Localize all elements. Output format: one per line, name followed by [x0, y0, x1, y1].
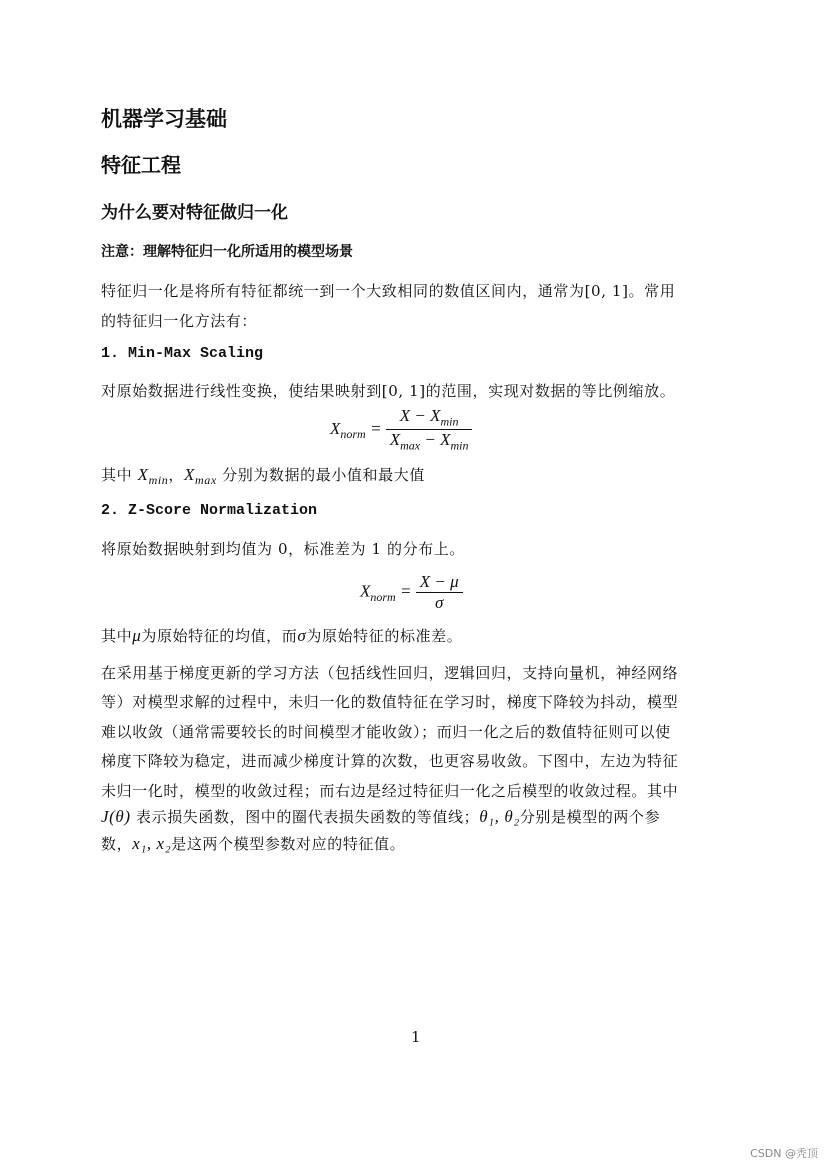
body-line: 在采用基于梯度更新的学习方法（包括线性回归，逻辑回归，支持向量机，神经网络 [101, 664, 679, 682]
text: 分别是模型的两个参 [519, 808, 661, 826]
method2-where [101, 625, 462, 646]
body-line: 未归一化时，模型的收敛过程；而右边是经过特征归一化之后模型的收敛过程。其中 [101, 782, 679, 800]
math: X [137, 465, 149, 484]
math-sub: max [194, 473, 217, 487]
math: σ [297, 626, 307, 645]
math: μ [132, 626, 142, 645]
den-mid: − X [420, 430, 451, 450]
formula-lhs: X [360, 581, 371, 601]
denominator: σ [434, 593, 444, 612]
text: 数， [101, 835, 133, 853]
formula-fraction [386, 406, 473, 454]
note-heading: 注意：理解特征归一化所适用的模型场景 [101, 244, 353, 260]
text: 表示损失函数，图中的圈代表损失函数的等值线； [130, 808, 480, 826]
denominator [386, 430, 473, 453]
intro-line: 特征归一化是将所有特征都统一到一个大致相同的数值区间内，通常为[0, 1]。常用 [101, 282, 676, 300]
den-a-sub: max [400, 438, 421, 453]
body-line [101, 806, 660, 827]
formula-lhs: X [330, 418, 341, 438]
formula-fraction [416, 572, 463, 613]
formula-eq: = [399, 581, 412, 601]
watermark: CSDN @秃顶 [750, 1147, 818, 1160]
body-line: 梯度下降较为稳定，进而减少梯度计算的次数，也更容易收敛。下图中，左边为特征 [101, 752, 679, 770]
text: 为原始特征的均值，而 [141, 627, 298, 645]
math-sub: min [148, 473, 169, 487]
num-sub: min [440, 414, 459, 429]
intro-line: 的特征归一化方法有： [101, 312, 258, 330]
den-b-sub: min [450, 438, 469, 453]
den-a: X [389, 430, 401, 450]
zscore-formula [360, 572, 463, 613]
section-heading: 特征工程 [101, 153, 181, 177]
body-line: 难以收敛（通常需要较长的时间模型才能收敛）；而归一化之后的数值特征则可以使 [101, 723, 671, 741]
method1-heading: 1. Min-Max Scaling [101, 345, 264, 362]
minmax-formula [330, 406, 472, 454]
body-line: 等）对模型求解的过程中，未归一化的数值特征在学习时，梯度下降较为抖动，模型 [101, 693, 679, 711]
math: θ₁, θ₂ [479, 807, 520, 826]
method2-desc: 将原始数据映射到均值为 0，标准差为 1 的分布上。 [101, 540, 465, 558]
numerator: X − μ [416, 572, 463, 593]
text: 为原始特征的标准差。 [306, 627, 463, 645]
formula-lhs-sub: norm [340, 427, 366, 442]
text: ， [168, 466, 184, 484]
doc-title: 机器学习基础 [101, 107, 227, 131]
math: J(θ) [101, 807, 131, 826]
text: 是这两个模型参数对应的特征值。 [171, 835, 406, 853]
text: 其中 [101, 627, 133, 645]
formula-eq: = [369, 418, 382, 438]
math: x₁, x₂ [132, 834, 172, 853]
numerator [386, 406, 473, 430]
method1-where [101, 464, 425, 488]
method1-desc: 对原始数据进行线性变换，使结果映射到[0, 1]的范围，实现对数据的等比例缩放。 [101, 382, 676, 400]
subsection-heading: 为什么要对特征做归一化 [101, 203, 288, 223]
text: 其中 [101, 466, 138, 484]
method2-heading: 2. Z-Score Normalization [101, 502, 318, 519]
body-line [101, 833, 405, 854]
formula-lhs-sub: norm [370, 589, 396, 604]
math: X [183, 465, 195, 484]
page-number: 1 [411, 1028, 422, 1046]
num-text: X − X [399, 406, 441, 425]
text: 分别为数据的最小值和最大值 [216, 466, 425, 484]
